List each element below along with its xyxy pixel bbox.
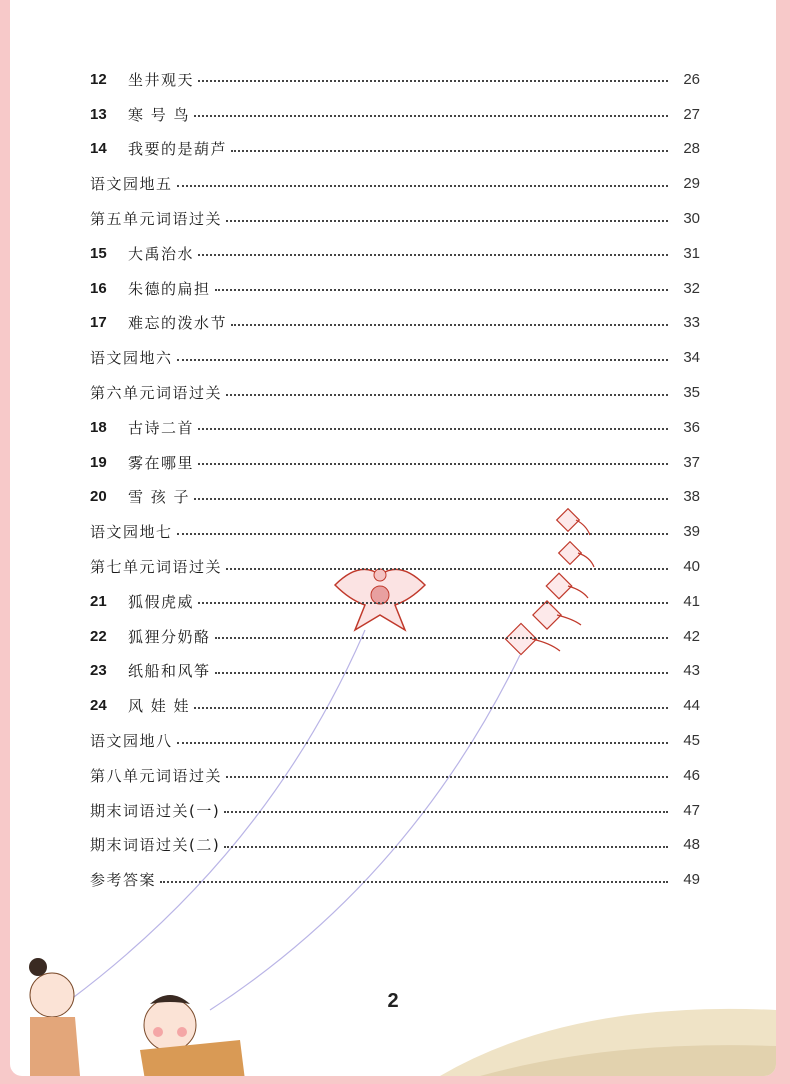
toc-entry[interactable]	[90, 654, 700, 689]
toc-page-number: 26	[683, 70, 700, 88]
toc-entry[interactable]	[90, 97, 700, 132]
toc-entry[interactable]	[90, 445, 700, 480]
toc-page-number: 46	[683, 766, 700, 784]
toc-title: 难忘的泼水节	[128, 314, 228, 333]
toc-page-number: 41	[683, 592, 700, 610]
toc-page-number: 43	[683, 662, 700, 680]
table-of-contents	[90, 62, 700, 897]
toc-entry[interactable]	[90, 758, 700, 793]
dot-leader	[194, 707, 668, 709]
toc-page-number: 40	[683, 558, 700, 576]
toc-title: 狐狸分奶酪	[128, 627, 211, 646]
toc-title: 语文园地六	[90, 349, 173, 368]
toc-entry[interactable]	[90, 688, 700, 723]
lesson-number: 19	[90, 453, 107, 471]
toc-page-number: 45	[683, 732, 700, 750]
toc-title: 狐假虎威	[128, 592, 195, 611]
toc-title: 雾在哪里	[128, 453, 195, 472]
toc-page-number: 36	[683, 418, 700, 436]
toc-entry[interactable]	[90, 723, 700, 758]
dot-leader	[224, 846, 668, 848]
toc-title: 我要的是葫芦	[128, 140, 228, 159]
toc-title: 朱德的扁担	[128, 279, 211, 298]
lesson-number: 17	[90, 314, 107, 332]
dot-leader	[198, 428, 668, 430]
document-page	[10, 0, 776, 1076]
toc-page-number: 42	[683, 627, 700, 645]
dot-leader	[198, 254, 668, 256]
toc-page-number: 38	[683, 488, 700, 506]
toc-title: 第五单元词语过关	[90, 210, 223, 229]
dot-leader	[177, 533, 668, 535]
lesson-number: 24	[90, 697, 107, 715]
lesson-number: 14	[90, 140, 107, 158]
toc-page-number: 28	[683, 140, 700, 158]
toc-title: 期末词语过关(一)	[90, 801, 221, 820]
dot-leader	[194, 115, 668, 117]
lesson-number: 18	[90, 418, 107, 436]
toc-entry[interactable]	[90, 549, 700, 584]
toc-entry[interactable]	[90, 340, 700, 375]
dot-leader	[198, 80, 668, 82]
toc-page-number: 48	[683, 836, 700, 854]
dot-leader	[215, 672, 668, 674]
toc-title: 古诗二首	[128, 418, 195, 437]
toc-page-number: 33	[683, 314, 700, 332]
lesson-number: 16	[90, 279, 107, 297]
toc-entry[interactable]	[90, 584, 700, 619]
toc-entry[interactable]	[90, 166, 700, 201]
toc-title: 纸船和风筝	[128, 662, 211, 681]
dot-leader	[198, 602, 668, 604]
dot-leader	[226, 568, 668, 570]
toc-entry[interactable]	[90, 271, 700, 306]
toc-title: 第七单元词语过关	[90, 558, 223, 577]
toc-entry[interactable]	[90, 62, 700, 97]
toc-page-number: 35	[683, 384, 700, 402]
toc-title: 期末词语过关(二)	[90, 836, 221, 855]
toc-page-number: 29	[683, 175, 700, 193]
toc-page-number: 49	[683, 871, 700, 889]
dot-leader	[215, 637, 668, 639]
lesson-number: 21	[90, 592, 107, 610]
dot-leader	[215, 289, 668, 291]
toc-title: 大禹治水	[128, 244, 195, 263]
toc-title: 雪 孩 子	[128, 488, 191, 507]
toc-page-number: 44	[683, 697, 700, 715]
child-left	[29, 958, 80, 1076]
lesson-number: 22	[90, 627, 107, 645]
toc-entry[interactable]	[90, 828, 700, 863]
lesson-number: 12	[90, 70, 107, 88]
dot-leader	[177, 742, 668, 744]
toc-entry[interactable]	[90, 410, 700, 445]
toc-page-number: 34	[683, 349, 700, 367]
toc-title: 语文园地五	[90, 175, 173, 194]
toc-title: 参考答案	[90, 871, 157, 890]
toc-page-number: 39	[683, 523, 700, 541]
dot-leader	[224, 811, 668, 813]
dot-leader	[177, 185, 668, 187]
toc-title: 第六单元词语过关	[90, 384, 223, 403]
dot-leader	[198, 463, 668, 465]
page-number: 2	[387, 990, 399, 1012]
dot-leader	[194, 498, 668, 500]
toc-page-number: 27	[683, 105, 700, 123]
dot-leader	[231, 150, 668, 152]
dot-leader	[226, 394, 668, 396]
lesson-number: 15	[90, 244, 107, 262]
toc-entry[interactable]	[90, 236, 700, 271]
lesson-number: 13	[90, 105, 107, 123]
toc-title: 坐井观天	[128, 70, 195, 89]
dot-leader	[177, 359, 668, 361]
lesson-number: 20	[90, 488, 107, 506]
toc-title: 语文园地七	[90, 523, 173, 542]
toc-entry[interactable]	[90, 201, 700, 236]
dot-leader	[160, 881, 668, 883]
toc-entry[interactable]	[90, 514, 700, 549]
toc-page-number: 47	[683, 801, 700, 819]
toc-entry[interactable]	[90, 375, 700, 410]
toc-entry[interactable]	[90, 862, 700, 897]
toc-page-number: 37	[683, 453, 700, 471]
toc-entry[interactable]	[90, 480, 700, 515]
toc-entry[interactable]	[90, 306, 700, 341]
toc-title: 第八单元词语过关	[90, 766, 223, 785]
lesson-number: 23	[90, 662, 107, 680]
toc-entry[interactable]	[90, 132, 700, 167]
toc-title: 寒 号 鸟	[128, 105, 191, 124]
toc-entry[interactable]	[90, 619, 700, 654]
dot-leader	[226, 776, 668, 778]
toc-title: 风 娃 娃	[128, 697, 191, 716]
toc-page-number: 32	[683, 279, 700, 297]
toc-page-number: 30	[683, 210, 700, 228]
toc-page-number: 31	[683, 244, 700, 262]
toc-entry[interactable]	[90, 793, 700, 828]
toc-title: 语文园地八	[90, 732, 173, 751]
dot-leader	[226, 220, 668, 222]
dot-leader	[231, 324, 668, 326]
